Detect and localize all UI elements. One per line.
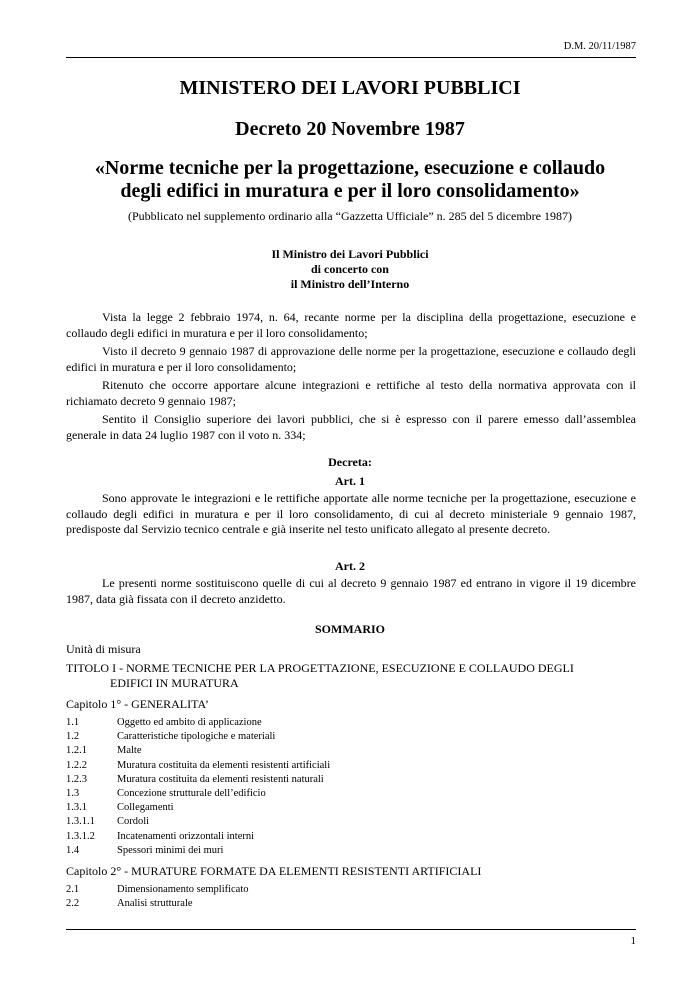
capitolo-1-list bbox=[66, 716, 330, 858]
header-reference: D.M. 20/11/1987 bbox=[563, 41, 636, 52]
art2-paragraph: Le presenti norme sostituiscono quelle di cui al decreto 9 gennaio 1987 ed entrano in vigore il 19 dicembre 1987, data già fissata con il decreto anzidetto. bbox=[66, 576, 636, 606]
preamble-paragraph: Vista la legge 2 febbraio 1974, n. 64, recante norme per la disciplina della progettazione, esecuzione e collaudo degli edifici in muratura e per il loro consolidamento; bbox=[66, 310, 636, 340]
toc-text: Spessori minimi dei muri bbox=[117, 844, 224, 856]
toc-number: 2.1 bbox=[66, 884, 80, 895]
toc-row bbox=[66, 897, 249, 911]
toc-text: Muratura costituita da elementi resistenti artificiali bbox=[117, 759, 331, 771]
toc-row bbox=[66, 815, 330, 829]
toc-row bbox=[66, 730, 330, 744]
toc-text: Incatenamenti orizzontali interni bbox=[117, 830, 255, 842]
decree-title: Decreto 20 Novembre 1987 bbox=[235, 118, 465, 140]
toc-text: Collegamenti bbox=[117, 802, 174, 814]
sommario-heading: SOMMARIO bbox=[315, 622, 385, 636]
toc-text: Oggetto ed ambito di applicazione bbox=[117, 717, 262, 728]
toc-row bbox=[66, 801, 330, 815]
preamble-paragraph: Sentito il Consiglio superiore dei lavori pubblici, che si è espresso con il parere emesso dall’assemblea generale in data 24 luglio 1987 con il voto n. 334; bbox=[66, 412, 636, 442]
preamble bbox=[66, 310, 636, 446]
art2-body bbox=[66, 576, 636, 610]
capitolo-1-entry: Capitolo 1° - GENERALITA’ bbox=[66, 697, 209, 711]
toc-row bbox=[66, 787, 330, 801]
art2-heading: Art. 2 bbox=[335, 559, 365, 573]
capitolo-2-list bbox=[66, 883, 249, 911]
header-rule bbox=[66, 57, 636, 58]
minister-line: Il Ministro dei Lavori Pubblici bbox=[271, 247, 429, 261]
norme-title bbox=[60, 157, 640, 203]
toc-number: 1.3.1.1 bbox=[66, 816, 95, 828]
toc-row bbox=[66, 844, 330, 858]
minister-block bbox=[0, 247, 700, 292]
toc-text: Analisi strutturale bbox=[117, 898, 193, 910]
toc-text: Cordoli bbox=[117, 816, 150, 828]
capitolo-2-entry: Capitolo 2° - MURATURE FORMATE DA ELEMENTI RESISTENTI ARTIFICIALI bbox=[66, 864, 482, 878]
publication-note: (Pubblicato nel supplemento ordinario alla “Gazzetta Ufficiale” n. 285 del 5 dicembre 1987) bbox=[128, 209, 572, 223]
toc-row bbox=[66, 759, 330, 773]
toc-number: 1.3 bbox=[66, 787, 80, 799]
toc-number: 1.2 bbox=[66, 731, 80, 743]
minister-line: di concerto con bbox=[311, 262, 389, 276]
art1-body bbox=[66, 491, 636, 541]
toc-row bbox=[66, 773, 330, 787]
toc-number: 2.2 bbox=[66, 898, 80, 910]
toc-text: Dimensionamento semplificato bbox=[117, 884, 249, 895]
footer-rule bbox=[66, 929, 636, 930]
art1-paragraph: Sono approvate le integrazioni e le rettifiche apportate alle norme tecniche per la progettazione, esecuzione e collaudo degli edifici in muratura e per il loro consolidamento, di cui al decreto ministeriale 9 gennaio 1987, predisposte dal Servizio tecnico centrale e già inserite nel testo unificato allegato al presente decreto. bbox=[66, 491, 636, 536]
toc-number: 1.4 bbox=[66, 844, 80, 856]
toc-row bbox=[66, 744, 330, 758]
preamble-paragraph: Ritenuto che occorre apportare alcune integrazioni e rettifiche al testo della normativa approvata con il richiamato decreto 9 gennaio 1987; bbox=[66, 378, 636, 408]
decreta-heading: Decreta: bbox=[328, 455, 372, 469]
toc-text: Concezione strutturale dell’edificio bbox=[117, 787, 266, 799]
preamble-paragraph: Visto il decreto 9 gennaio 1987 di approvazione delle norme per la progettazione, esecuzione e collaudo degli edifici in muratura e per il loro consolidamento; bbox=[66, 344, 636, 374]
units-entry: Unità di misura bbox=[66, 642, 141, 656]
toc-number: 1.2.3 bbox=[66, 773, 87, 785]
toc-text: Caratteristiche tipologiche e materiali bbox=[117, 731, 276, 743]
norme-title-line-1: «Norme tecniche per la progettazione, esecuzione e collaudo bbox=[94, 157, 606, 179]
page-number: 1 bbox=[630, 935, 636, 947]
toc-row bbox=[66, 883, 249, 897]
toc-number: 1.2.1 bbox=[66, 745, 87, 757]
toc-row bbox=[66, 830, 330, 844]
titolo-1-entry bbox=[66, 661, 636, 690]
toc-text: Muratura costituita da elementi resistenti naturali bbox=[117, 773, 324, 785]
toc-number: 1.3.1.2 bbox=[66, 830, 95, 842]
titolo-1-line-1: TITOLO I - NORME TECNICHE PER LA PROGETTAZIONE, ESECUZIONE E COLLAUDO DEGLI bbox=[66, 661, 574, 675]
toc-number: 1.2.2 bbox=[66, 759, 87, 771]
ministry-title: MINISTERO DEI LAVORI PUBBLICI bbox=[179, 77, 521, 99]
titolo-1-line-2: EDIFICI IN MURATURA bbox=[110, 675, 239, 690]
art1-heading: Art. 1 bbox=[335, 474, 365, 488]
norme-title-line-2: degli edifici in muratura e per il loro consolidamento» bbox=[120, 180, 580, 202]
minister-line: il Ministro dell’Interno bbox=[290, 277, 410, 291]
toc-row bbox=[66, 716, 330, 730]
toc-number: 1.1 bbox=[66, 717, 80, 728]
toc-number: 1.3.1 bbox=[66, 802, 87, 814]
toc-text: Malte bbox=[117, 745, 142, 757]
